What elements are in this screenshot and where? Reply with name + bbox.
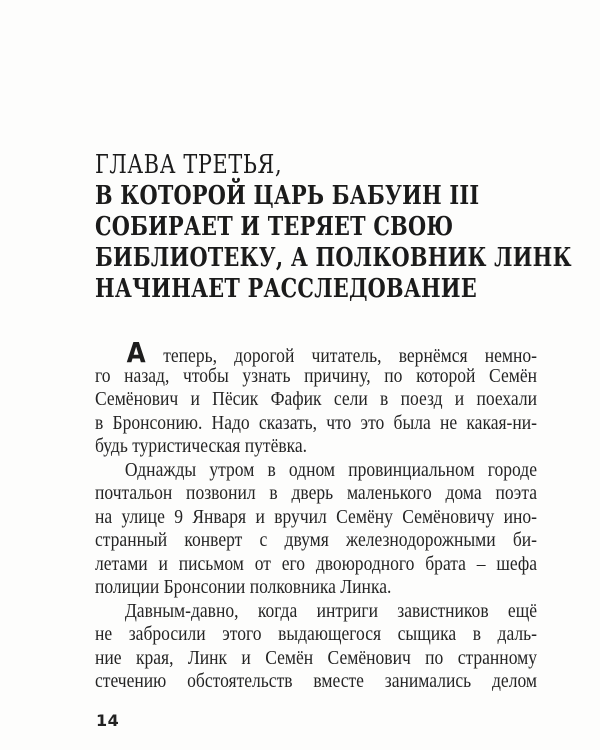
- chapter-heading-line: БИБЛИОТЕКУ, А ПОЛКОВНИК ЛИНК: [95, 243, 572, 273]
- chapter-heading: [95, 150, 591, 305]
- paragraph-line: не забросили этого выдающегося сыщика в даль-: [95, 623, 538, 645]
- paragraph-line: летами и письмом от его двоюродного брата – шефа: [95, 552, 538, 575]
- paragraph-line: на улице 9 Января и вручил Семёну Семёновичу ино-: [95, 505, 538, 528]
- paragraph-line: будь туристическая путёвка.: [95, 435, 308, 457]
- paragraph-line: Давным-давно, когда интриги завистников ещё: [124, 599, 538, 622]
- chapter-heading-line: В КОТОРОЙ ЦАРЬ БАБУИН III: [95, 181, 480, 211]
- paragraph-line: в Бронсонию. Надо сказать, что это была не какая-ни-: [95, 411, 538, 434]
- chapter-heading-line: НАЧИНАЕТ РАССЛЕДОВАНИЕ: [95, 274, 477, 304]
- body-text: [95, 336, 538, 694]
- chapter-heading-line: СОБИРАЕТ И ТЕРЯЕТ СВОЮ: [95, 212, 454, 242]
- paragraph-line: го назад, чтобы узнать причину, по которой Семён: [95, 364, 538, 387]
- paragraph-line: полиции Бронсонии полковника Линка.: [95, 576, 392, 598]
- paragraph-line: Однажды утром в одном провинциальном городе: [124, 458, 538, 481]
- paragraph-line: почтальон позвонил в дверь маленького дома поэта: [95, 482, 538, 504]
- chapter-heading-line: ГЛАВА ТРЕТЬЯ,: [95, 150, 283, 180]
- drop-cap-initial: А: [126, 336, 147, 369]
- paragraph-line: стечению обстоятельств вместе занимались делом: [95, 670, 538, 692]
- paragraph-line: Семёнович и Пёсик Фафик сели в поезд и поехали: [95, 388, 538, 410]
- paragraph-line-text: теперь, дорогой читатель, вернёмся немно-: [163, 345, 538, 367]
- paragraph-line: ние края, Линк и Семён Семёнович по странному: [95, 646, 538, 669]
- paragraph-line: странный конверт с двумя железнодорожными би-: [95, 529, 538, 551]
- paragraph-line: [95, 336, 538, 369]
- page-number: 14: [96, 711, 120, 730]
